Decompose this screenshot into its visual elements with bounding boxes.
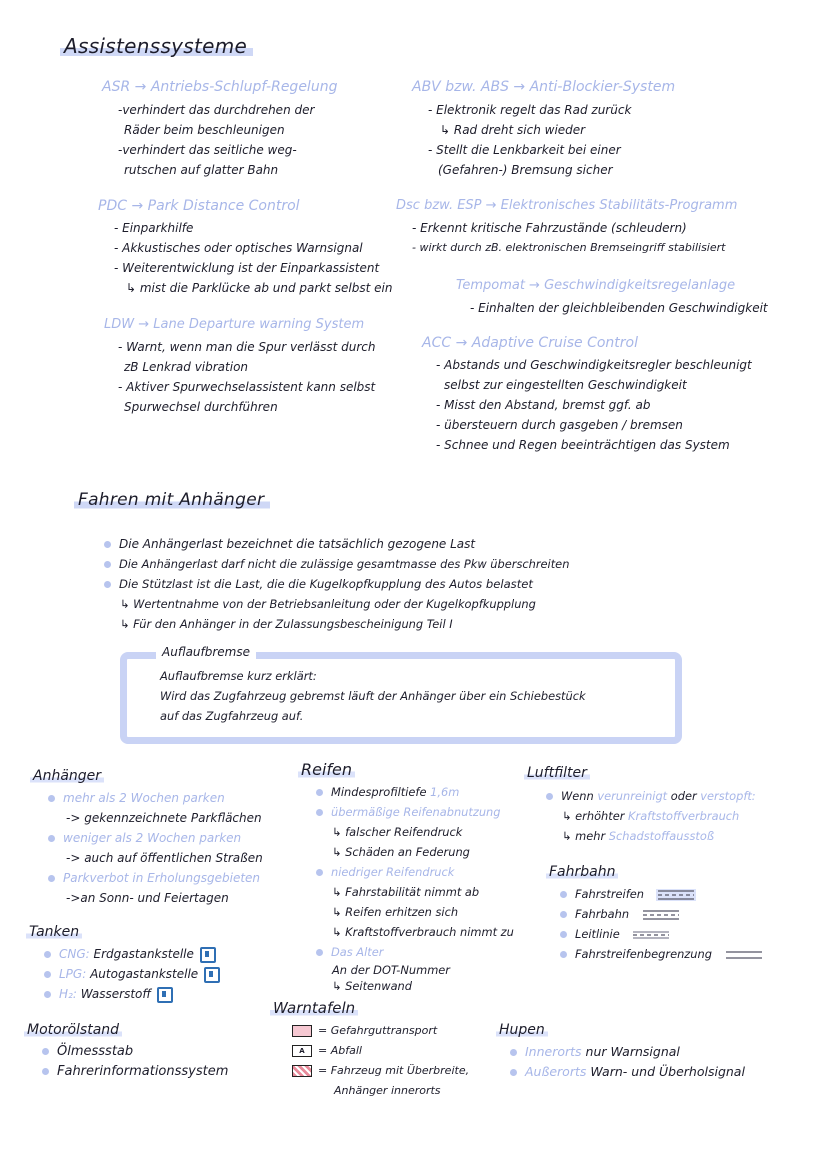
fahren-bullet: Die Anhängerlast bezeichnet die tatsächlich gezogene Last [104,534,569,554]
reifen-block [316,782,514,994]
fahren-block [104,534,569,634]
luftfilter-block [546,786,756,846]
lane-marking-icon [641,909,681,921]
ldw-line: Spurwechsel durchführen [124,400,278,414]
auflauf-line: auf das Zugfahrzeug auf. [160,709,304,723]
waste-sign-icon: A [292,1045,312,1057]
tanken-block [44,944,220,1004]
tempomat-heading: Tempomat → Geschwindigkeitsregelanlage [456,278,736,293]
reifen-line: ↳ falscher Reifendruck [332,825,463,839]
reifen-line: übermäßige Reifenabnutzung [316,802,514,822]
pdc-line: ↳ mist die Parklücke ab und parkt selbst ein [126,281,393,295]
fahren-sub: ↳ Für den Anhänger in der Zulassungsbescheinigung Teil I [120,617,453,631]
pdc-line: - Weiterentwicklung ist der Einparkassistent [114,261,380,275]
fahrbahn-item: Fahrstreifenbegrenzung [560,944,764,964]
acc-line: selbst zur eingestellten Geschwindigkeit [444,378,687,392]
warntafel-item: = Fahrzeug mit Überbreite, [292,1061,469,1081]
pdc-heading: PDC → Park Distance Control [98,198,300,214]
anhaenger-sub: ->an Sonn- und Feiertagen [66,891,229,905]
reifen-line: An der DOT-Nummer [332,963,450,977]
anhaenger-heading: Anhänger [30,768,104,784]
asr-line: -verhindert das seitliche weg- [118,143,297,157]
warntafeln-heading: Warntafeln [270,999,358,1017]
hazard-sign-icon [292,1025,312,1037]
fahrbahn-item: Fahrstreifen [560,884,764,904]
warntafeln-block [292,1021,469,1101]
dsc-block [412,218,725,258]
luftfilter-line: ↳ mehr Schadstoffausstoß [562,829,714,843]
asr-block [118,100,314,180]
bullet-icon [104,561,111,568]
anhaenger-block [48,788,263,908]
ldw-line: - Aktiver Spurwechselassistent kann selbst [118,380,376,394]
acc-block [436,355,752,455]
reifen-line: ↳ Reifen erhitzen sich [332,905,459,919]
tanken-item: H₂: Wasserstoff [44,984,220,1004]
tanken-heading: Tanken [26,924,82,940]
fahren-title: Fahren mit Anhänger [74,490,270,510]
lane-marking-icon [631,929,671,941]
reifen-line: ↳ Fahrstabilität nimmt ab [332,885,480,899]
motoroel-item: Fahrerinformationssystem [42,1062,228,1082]
auflaufbremse-text [160,666,586,726]
anhaenger-item: Parkverbot in Erholungsgebieten [48,868,263,888]
ldw-heading: LDW → Lane Departure warning System [104,317,365,332]
ldw-line: - Warnt, wenn man die Spur verlässt durch [118,340,376,354]
tanken-item: CNG: Erdgastankstelle [44,944,220,964]
reifen-line: niedriger Reifendruck [316,862,514,882]
abv-block [428,100,631,180]
luftfilter-line: Wenn verunreinigt oder verstopft: [546,786,756,806]
abv-line: (Gefahren-) Bremsung sicher [438,163,613,177]
asr-heading: ASR → Antriebs-Schlupf-Regelung [102,79,338,95]
ldw-line: zB Lenkrad vibration [124,360,249,374]
motoroel-heading: Motorölstand [24,1022,122,1038]
motoroel-item: Ölmessstab [42,1042,228,1062]
luftfilter-heading: Luftfilter [524,765,590,781]
fahrbahn-block [560,884,764,964]
lane-marking-icon [656,889,696,901]
pdc-line: - Einparkhilfe [114,221,194,235]
acc-line: - übersteuern durch gasgeben / bremsen [436,418,683,432]
reifen-line: Mindesprofiltiefe 1,6m [316,782,514,802]
abv-heading: ABV bzw. ABS → Anti-Blockier-System [412,79,676,95]
page-title: Assistenssysteme [60,34,253,58]
fuel-pump-icon [157,987,173,1003]
reifen-line: ↳ Kraftstoffverbrauch nimmt zu [332,925,514,939]
auflaufbremse-label: Auflaufbremse [156,645,256,659]
reifen-line: ↳ Schäden an Federung [332,845,470,859]
acc-line: - Misst den Abstand, bremst ggf. ab [436,398,651,412]
auflauf-line: Auflaufbremse kurz erklärt: [160,669,317,683]
abv-line: - Elektronik regelt das Rad zurück [428,103,632,117]
anhaenger-item: mehr als 2 Wochen parken [48,788,263,808]
wide-load-sign-icon [292,1065,312,1077]
acc-line: - Schnee und Regen beeinträchtigen das System [436,438,730,452]
dsc-heading: Dsc bzw. ESP → Elektronisches Stabilitäts-Programm [396,198,738,213]
bullet-icon [104,581,111,588]
hupen-item: Innerorts nur Warnsignal [510,1042,745,1062]
fahrbahn-item: Leitlinie [560,924,764,944]
abv-line: - Stellt die Lenkbarkeit bei einer [428,143,621,157]
tempomat-block [470,298,768,318]
fahren-sub: ↳ Wertentnahme von der Betriebsanleitung oder der Kugelkopfkupplung [120,597,536,611]
reifen-line: Das Alter [316,942,514,962]
acc-heading: ACC → Adaptive Cruise Control [422,335,638,351]
fuel-pump-icon [204,967,220,983]
fahrbahn-item: Fahrbahn [560,904,764,924]
warntafel-item: = Gefahrguttransport [292,1021,469,1041]
hupen-item: Außerorts Warn- und Überholsignal [510,1062,745,1082]
warntafel-extra: Anhänger innerorts [334,1084,441,1097]
luftfilter-line: ↳ erhöhter Kraftstoffverbrauch [562,809,740,823]
bullet-icon [104,541,111,548]
pdc-line: - Akkustisches oder optisches Warnsignal [114,241,363,255]
acc-line: - Abstands und Geschwindigkeitsregler beschleunigt [436,358,752,372]
hupen-block [510,1042,745,1082]
ldw-block [118,337,376,417]
reifen-heading: Reifen [298,760,355,779]
fahren-bullet: Die Stützlast ist die Last, die die Kugelkopfkupplung des Autos belastet [104,574,569,594]
warntafel-item: A = Abfall [292,1041,469,1061]
anhaenger-sub: -> auch auf öffentlichen Straßen [66,851,263,865]
asr-line: rutschen auf glatter Bahn [124,163,279,177]
asr-line: Räder beim beschleunigen [124,123,285,137]
tempomat-line: - Einhalten der gleichbleibenden Geschwindigkeit [470,301,768,315]
pdc-block [114,218,392,298]
asr-line: -verhindert das durchdrehen der [118,103,315,117]
dsc-line: - wirkt durch zB. elektronischen Bremseingriff stabilisiert [412,241,726,254]
anhaenger-sub: -> gekennzeichnete Parkflächen [66,811,262,825]
hupen-heading: Hupen [496,1022,548,1038]
fahrbahn-heading: Fahrbahn [546,864,618,880]
motoroel-block [42,1042,228,1082]
auflauf-line: Wird das Zugfahrzeug gebremst läuft der Anhänger über ein Schiebestück [160,689,586,703]
lane-marking-icon [724,949,764,961]
tanken-item: LPG: Autogastankstelle [44,964,220,984]
anhaenger-item: weniger als 2 Wochen parken [48,828,263,848]
fuel-pump-icon [200,947,216,963]
reifen-line: ↳ Seitenwand [332,979,413,993]
dsc-line: - Erkennt kritische Fahrzustände (schleudern) [412,221,687,235]
abv-line: ↳ Rad dreht sich wieder [440,123,586,137]
fahren-bullet: Die Anhängerlast darf nicht die zulässige gesamtmasse des Pkw überschreiten [104,554,569,574]
